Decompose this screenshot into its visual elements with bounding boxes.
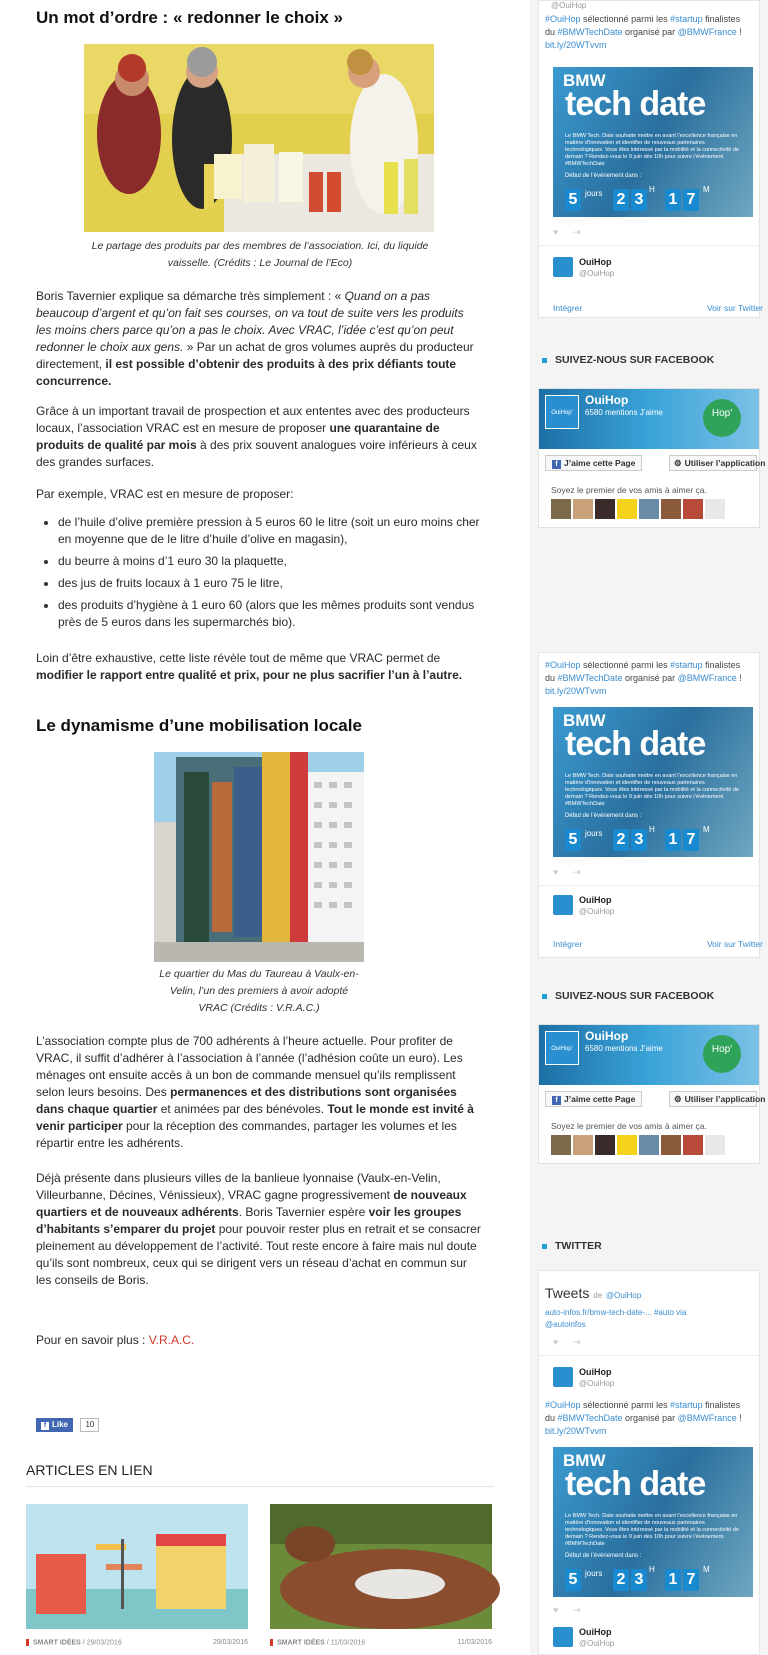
facebook-banner (539, 1025, 759, 1085)
bmw-title: tech date (565, 1465, 706, 1503)
vrac-link[interactable]: V.R.A.C. (148, 1333, 195, 1347)
tweet-text: #OuiHop sélectionné parmi les #startup finalistes du #BMWTechDate organisé par @BMWFrance ! bit.ly/20WTvvm (545, 14, 742, 50)
countdown-hours-label: H (649, 1565, 655, 1574)
avatar[interactable] (553, 257, 573, 277)
paragraph-2: Grâce à un important travail de prospection et aux ententes avec des producteurs locaux, l’association VRAC est en mesure de proposer une quarantaine de produits de qualité par mois à des prix souvent analogues voire inférieurs à ceux des grandes surfaces. (36, 404, 477, 469)
tweet-user[interactable]: OuiHop (579, 1627, 612, 1637)
bmw-brand: BMW (563, 711, 606, 730)
related-article-2-meta: SMART IDÉES / 11/03/2016 11/03/2016 (270, 1639, 492, 1646)
countdown-days-label: jours (585, 829, 603, 838)
tweet-text: #OuiHop sélectionné parmi les #startup finalistes du #BMWTechDate organisé par @BMWFrance ! bit.ly/20WTvvm (545, 660, 742, 696)
like-count: 10 (80, 1418, 99, 1432)
voir-sur-twitter-link[interactable]: Voir sur Twitter (706, 939, 763, 949)
facebook-icon: f (552, 1096, 561, 1105)
facebook-page-like-button[interactable]: f J’aime cette Page (545, 1091, 642, 1107)
countdown-hours-tens: 2 (613, 189, 629, 211)
related-article-2-image[interactable] (270, 1504, 492, 1629)
gear-icon: ⚙ (674, 1094, 682, 1104)
bmw-title: tech date (565, 85, 706, 123)
tweet-user[interactable]: OuiHop (579, 1367, 612, 1377)
list-item: des jus de fruits locaux à 1 euro 75 le litre, (36, 575, 481, 592)
related-articles-title: ARTICLES EN LIEN (26, 1462, 153, 1478)
avatar[interactable] (553, 895, 573, 915)
bmw-tech-date-card[interactable] (553, 67, 753, 217)
list-item: du beurre à moins d’1 euro 30 la plaquette, (36, 553, 481, 570)
bmw-start-label: Début de l’événement dans : (565, 173, 642, 179)
countdown-min-units: 7 (683, 189, 699, 211)
tweets-header: Tweets de @OuiHop (545, 1285, 642, 1301)
ouihop-logo: OuiHop' (545, 395, 579, 429)
countdown-min-units: 7 (683, 829, 699, 851)
bmw-title: tech date (565, 725, 706, 763)
countdown-min-label: M (703, 185, 710, 194)
facebook-like-button[interactable]: f Like (36, 1418, 73, 1432)
paragraph-5: L’association compte plus de 700 adhérents à l’heure actuelle. Pour profiter de VRAC, il suffit d’adhérer à l’association à l’année (l’adhésion coûte un euro). Les ménages ont ensuite accès à un bon de commande mensuel qu’ils remplissent selon leurs besoins. Des permanences et des distributions sont organisées dans chaque quartier et animées par des bénévoles. Tout le monde est invité à venir participer pour la réception des commandes, partager les volumes et les répartir entre les adhérents. (36, 1034, 474, 1150)
tweet-handle: @OuiHop (551, 1, 587, 10)
integrer-link[interactable]: Intégrer (553, 939, 583, 949)
countdown-hours-label: H (649, 185, 655, 194)
list-item: des produits d’hygiène à 1 euro 60 (alors que les mêmes produits sont vendus près de 5 euros dans les supermarchés bio). (36, 597, 481, 631)
bmw-description: Le BMW Tech. Date souhaite mettre en avant l’excellence française en matière d’innovation et identifier de nouveaux partenaires technologiques. Vous êtes intéressé par la mobilité et la connectivité de demain ? Rendez-vous le 9 juin dès 10h pour suivre l’événement. #BMWTechDate (565, 1513, 739, 1547)
friend-faces (551, 499, 727, 519)
paragraph-4: Loin d’être exhaustive, cette liste révèle tout de même que VRAC permet de modifier le rapport entre qualité et prix, pour ne plus sacrifier l’un à l’autre. (36, 651, 463, 682)
facebook-section-title: SUIVEZ-NOUS SUR FACEBOOK (542, 354, 714, 366)
twitter-footer (553, 303, 763, 313)
countdown-min-tens: 1 (665, 829, 681, 851)
facebook-mentions: 6580 mentions J’aime (585, 408, 663, 417)
countdown-min-tens: 1 (665, 1569, 681, 1591)
twitter-footer (553, 939, 763, 949)
bmw-brand: BMW (563, 71, 606, 90)
countdown-hours-units: 3 (631, 1569, 647, 1591)
countdown-days-label: jours (585, 189, 603, 198)
friends-text: Soyez le premier de vos amis à aimer ça. (551, 1121, 707, 1131)
tweet-handle: @OuiHop (579, 1379, 615, 1388)
countdown-min-label: M (703, 1565, 710, 1574)
tweet-text: #OuiHop sélectionné parmi les #startup finalistes du #BMWTechDate organisé par @BMWFrance ! bit.ly/20WTvvm (545, 1400, 742, 1436)
use-app-button[interactable]: ⚙ Utiliser l’application (669, 455, 757, 471)
countdown-days: 5 (565, 1569, 581, 1591)
heart-icon[interactable]: ♥ (553, 867, 559, 877)
photo-mas-du-taureau (154, 752, 364, 962)
countdown-hours-units: 3 (631, 829, 647, 851)
hop-badge: Hop' (703, 1035, 741, 1073)
countdown-hours-units: 3 (631, 189, 647, 211)
avatar[interactable] (553, 1367, 573, 1387)
related-article-1-meta: SMART IDÉES / 29/03/2016 29/03/2016 (26, 1639, 248, 1646)
use-app-button[interactable]: ⚙ Utiliser l’application (669, 1091, 757, 1107)
countdown-hours-tens: 2 (613, 1569, 629, 1591)
sidebar (530, 0, 768, 1655)
twitter-widget-1 (538, 0, 763, 318)
hop-badge: Hop' (703, 399, 741, 437)
bmw-tech-date-card[interactable] (553, 707, 753, 857)
bmw-brand: BMW (563, 1451, 606, 1470)
countdown-min-tens: 1 (665, 189, 681, 211)
facebook-mentions: 6580 mentions J’aime (585, 1044, 663, 1053)
countdown-days: 5 (565, 189, 581, 211)
facebook-icon: f (552, 460, 561, 469)
share-icon[interactable]: ⇥ (573, 1605, 581, 1615)
countdown-days: 5 (565, 829, 581, 851)
countdown-min-units: 7 (683, 1569, 699, 1591)
facebook-banner (539, 389, 759, 449)
facebook-like-widget (36, 1418, 99, 1434)
paragraph-1: Boris Tavernier explique sa démarche très simplement : « Quand on a pas beaucoup d’argent et qu’on fait ses courses, on va tout de suite vers les produits les moins chers parce qu’on a pas le choix. Avec VRAC, l’idée c’est qu’on peut redonner le choix aux gens. » Par un achat de gros volumes auprès du producteur directement, il est possible d’obtenir des produits à des prix défiants toute concurrence. (36, 289, 474, 388)
share-icon[interactable]: ⇥ (573, 867, 581, 877)
facebook-page-widget (538, 1024, 766, 1164)
countdown-hours-label: H (649, 825, 655, 834)
facebook-section-title: SUIVEZ-NOUS SUR FACEBOOK (542, 990, 714, 1002)
countdown-hours-tens: 2 (613, 829, 629, 851)
divider (26, 1486, 494, 1487)
integrer-link[interactable]: Intégrer (553, 303, 583, 313)
paragraph-6: Déjà présente dans plusieurs villes de la banlieue lyonnaise (Vaulx-en-Velin, Villeurbanne, Décines, Vénissieux), VRAC gagne progressivement de nouveaux quartiers et de nouveaux adhérents. Boris Tavernier espère voir les groupes d’habitants s’emparer du projet pour pouvoir rester plus en retrait et se consacrer pleinement au développement de l’activité. Tout reste encore à faire mais nul doute qu’ils sont nombreux, ceux qui se dirigent vers un réseau d’achat en commun sur les conseils de Boris. (36, 1171, 481, 1287)
tweet-user[interactable]: OuiHop (579, 895, 612, 905)
photo-caption-2: Le quartier du Mas du Taureau à Vaulx-en-Velin, l’un des premiers à avoir adopté VRAC (Crédits : V.R.A.C.) (159, 968, 359, 1014)
bmw-start-label: Début de l’événement dans : (565, 1553, 642, 1559)
tweet-handle: @OuiHop (579, 907, 615, 916)
facebook-page-name[interactable]: OuiHop (585, 1029, 629, 1043)
countdown-min-label: M (703, 825, 710, 834)
gear-icon: ⚙ (674, 458, 682, 468)
twitter-widget-2 (538, 652, 763, 958)
avatar[interactable] (553, 1627, 573, 1647)
section-heading-mobilisation: Le dynamisme d’une mobilisation locale (36, 716, 362, 735)
twitter-section-title: TWITTER (542, 1240, 602, 1252)
photo-caption-1: Le partage des produits par des membres de l’association. Ici, du liquide vaisselle. (Crédits : Le Journal de l’Eco) (91, 240, 429, 269)
photo-product-sharing (84, 44, 434, 232)
related-article-1-image[interactable] (26, 1504, 248, 1629)
share-icon[interactable]: ⇥ (573, 227, 581, 237)
tweet-text-partial: auto-infos.fr/bmw-tech-date-... #auto via @autoinfos (545, 1308, 687, 1329)
facebook-page-like-button[interactable]: f J’aime cette Page (545, 455, 642, 471)
bmw-description: Le BMW Tech. Date souhaite mettre en avant l’excellence française en matière d’innovation et identifier de nouveaux partenaires technologiques. Vous êtes intéressé par la mobilité et la connectivité de demain ? Rendez-vous le 9 juin dès 10h pour suivre l’événement. #BMWTechDate (565, 773, 739, 807)
list-item: de l’huile d’olive première pression à 5 euros 60 le litre (soit un euro moins cher en moyenne que de le litre d’huile d’olive en magasin), (36, 514, 481, 548)
facebook-page-name[interactable]: OuiHop (585, 393, 629, 407)
friend-faces (551, 1135, 727, 1155)
section-heading-choice: Un mot d’ordre : « redonner le choix » (36, 8, 343, 27)
product-list (36, 514, 481, 636)
tweet-handle: @OuiHop (579, 269, 615, 278)
ouihop-logo: OuiHop' (545, 1031, 579, 1065)
heart-icon[interactable]: ♥ (553, 227, 559, 237)
more-info: Pour en savoir plus : V.R.A.C. (36, 1333, 195, 1347)
paragraph-3: Par exemple, VRAC est en mesure de proposer: (36, 487, 294, 501)
countdown-days-label: jours (585, 1569, 603, 1578)
tweet-user[interactable]: OuiHop (579, 257, 612, 267)
tweet-handle: @OuiHop (579, 1639, 615, 1648)
bmw-start-label: Début de l’événement dans : (565, 813, 642, 819)
facebook-page-widget (538, 388, 766, 528)
bmw-description: Le BMW Tech. Date souhaite mettre en avant l’excellence française en matière d’innovation et identifier de nouveaux partenaires technologiques. Vous êtes intéressé par la mobilité et la connectivité de demain ? Rendez-vous le 9 juin dès 10h pour suivre l’événement. #BMWTechDate (565, 133, 739, 167)
friends-text: Soyez le premier de vos amis à aimer ça. (551, 485, 707, 495)
twitter-widget-3 (538, 1270, 760, 1655)
facebook-icon: f (41, 1422, 49, 1430)
heart-icon[interactable]: ♥ (553, 1337, 559, 1347)
heart-icon[interactable]: ♥ (553, 1605, 559, 1615)
voir-sur-twitter-link[interactable]: Voir sur Twitter (706, 303, 763, 313)
bmw-tech-date-card[interactable] (553, 1447, 753, 1597)
share-icon[interactable]: ⇥ (573, 1337, 581, 1347)
